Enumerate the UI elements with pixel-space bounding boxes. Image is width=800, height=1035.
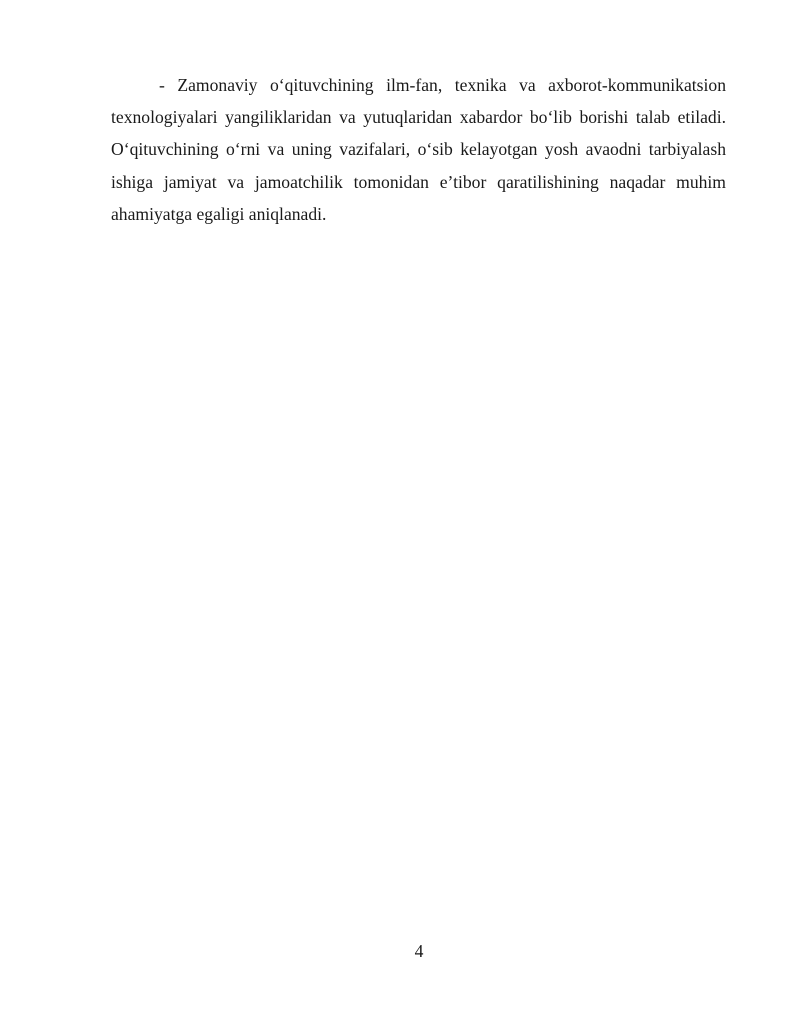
paragraph: - Zamonaviy o‘qituvchining ilm-fan, texnika va axborot-kommunikatsion texnologiyalari yangiliklaridan va yutuqlaridan xabardor bo‘lib borishi talab etiladi. O‘qituvchining o‘rni va uning vazifalari, o‘sib kelayotgan yosh avaodni tarbiyalash ishiga jamiyat va jamoatchilik tomonidan e’tibor qaratilishining naqadar muhim ahamiyatga egaligi aniqlanadi. (111, 75, 726, 224)
page-number: 4 (414, 941, 424, 961)
body-text (111, 69, 726, 230)
